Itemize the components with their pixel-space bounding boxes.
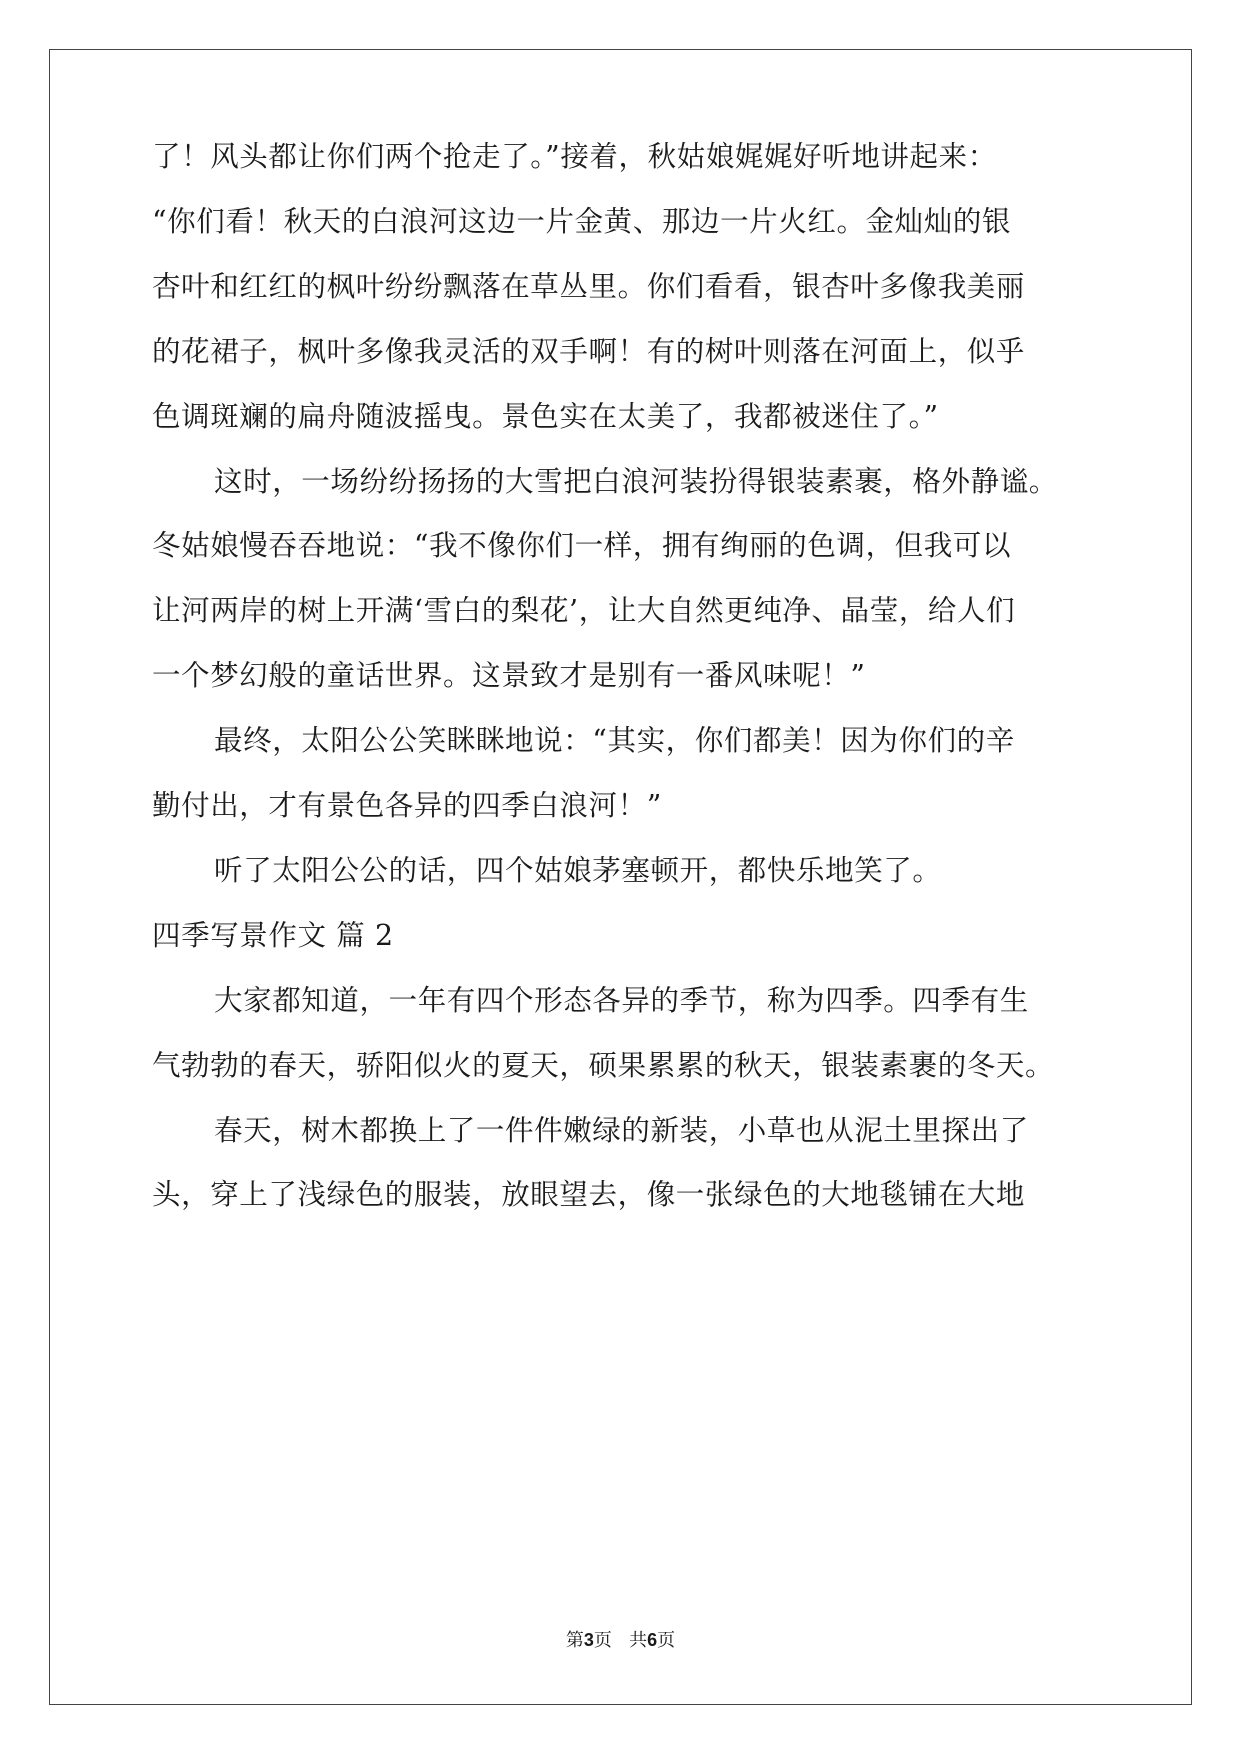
footer-middle: 页 共 xyxy=(593,1630,648,1651)
text-line: 了！风头都让你们两个抢走了。”接着，秋姑娘娓娓好听地讲起来： xyxy=(152,140,997,173)
text-line: 气勃勃的春天，骄阳似火的夏天，硕果累累的秋天，银装素裹的冬天。 xyxy=(152,1048,1055,1082)
footer-prefix: 第 xyxy=(565,1630,584,1651)
total-page-count: 6 xyxy=(647,1630,658,1650)
text-line: 头，穿上了浅绿色的服装，放眼望去，像一张绿色的大地毯铺在大地 xyxy=(152,1178,1026,1212)
current-page-number: 3 xyxy=(583,1630,594,1650)
text-line: 最终，太阳公公笑眯眯地说：“其实，你们都美！因为你们的辛 xyxy=(214,724,1015,758)
text-line: 让河两岸的树上开满‘雪白的梨花’，让大自然更纯净、晶莹，给人们 xyxy=(152,594,1016,628)
text-line: 杏叶和红红的枫叶纷纷飘落在草丛里。你们看看，银杏叶多像我美丽 xyxy=(152,269,1026,303)
text-line: 的花裙子，枫叶多像我灵活的双手啊！有的树叶则落在河面上，似乎 xyxy=(152,334,1026,368)
text-line: 色调斑斓的扁舟随波摇曳。景色实在太美了，我都被迷住了。” xyxy=(152,399,939,433)
text-line: 勤付出，才有景色各异的四季白浪河！” xyxy=(152,789,662,822)
footer-suffix: 页 xyxy=(657,1630,676,1651)
page-footer xyxy=(0,1628,1241,1653)
text-line: 这时，一场纷纷扬扬的大雪把白浪河装扮得银装素裹，格外静谧。 xyxy=(214,464,1058,498)
text-line: 春天，树木都换上了一件件嫩绿的新装，小草也从泥土里探出了 xyxy=(214,1113,1029,1147)
text-line: 大家都知道，一年有四个形态各异的季节，称为四季。四季有生 xyxy=(214,983,1029,1017)
text-line: 听了太阳公公的话，四个姑娘茅塞顿开，都快乐地笑了。 xyxy=(214,853,942,887)
text-line: 四季写景作文 篇 2 xyxy=(152,918,394,952)
text-line: 一个梦幻般的童话世界。这景致才是别有一番风味呢！” xyxy=(152,659,866,693)
text-line: 冬姑娘慢吞吞地说：“我不像你们一样，拥有绚丽的色调，但我可以 xyxy=(152,529,1012,563)
text-line: “你们看！秋天的白浪河这边一片金黄、那边一片火红。金灿灿的银 xyxy=(152,204,1012,238)
